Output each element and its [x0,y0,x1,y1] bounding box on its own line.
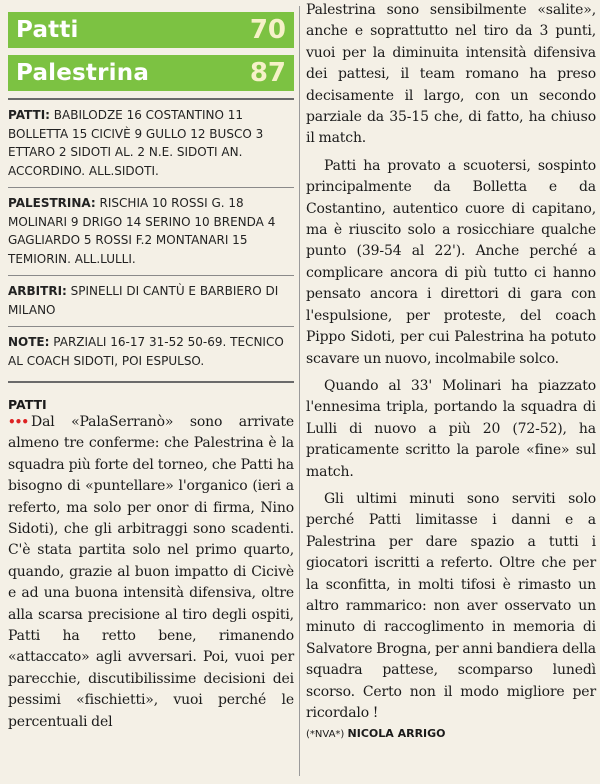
paragraph-text: Dal «PalaSerranò» sono arrivate almeno tre conferme: che Palestrina è la squadra più forte del torneo, che Patti ha bisogno di «puntellare» l'organico (ieri a referto, ma solo per onor di firma, Nino Sidoti), che gli arbitraggi sono scadenti. C'è stata partita solo nel primo quarto, quando, grazie al buon impatto di Cicivè e ad una buona intensità difensiva, oltre alla scarsa precisione al tiro degli ospiti, Patti ha retto bene, rimanendo «attaccato» agli avversari. Poi, vuoi per parecchie, discutibilissime decisioni dei pessimi «fischietti», vuoi perché le percentuali del [8,414,294,730]
box-note [8,326,294,377]
byline-prefix: (*NVA*) [306,729,345,741]
box-text: BABILODZE 16 COSTANTINO 11 BOLLETTA 15 CICIVÈ 9 GULLO 12 BUSCO 3 ETTARO 2 SIDOTI AL. 2 N.E. SIDOTI AN. ACCORDINO. ALL.SIDOTI. [8,108,264,178]
bullet-dots: ••• [8,415,29,429]
article-paragraph: Palestrina sono sensibilmente «salite», anche e soprattutto nel tiro da 3 punti, vuoi per la diminuita intensità difensiva dei pattesi, il team romano ha preso decisamente il largo, con un secondo parziale da 35-15 che, di fatto, ha chiuso il match. [306,2,596,147]
team-name: Patti [16,17,79,43]
article-body-right [306,0,596,724]
box-text: SPINELLI DI CANTÙ E BARBIERO DI MILANO [8,284,279,317]
team-score: 70 [249,15,286,45]
team-name: Palestrina [16,60,150,86]
box-label: ARBITRI: [8,284,67,298]
left-column [8,12,294,733]
box-text: RISCHIA 10 ROSSI G. 18 MOLINARI 9 DRIGO 14 SERINO 10 BRENDA 4 GAGLIARDO 5 ROSSI F.2 MONTANARI 15 TEMIORIN. ALL.LULLI. [8,196,276,266]
article-paragraph: Quando al 33' Molinari ha piazzato l'ennesima tripla, portando la squadra di Lulli di nuovo a più 20 (72-52), ha praticamente scritto la parole «fine» sul match. [306,377,596,480]
article-body-left [8,412,294,733]
article-paragraph: Patti ha provato a scuotersi, sospinto principalmente da Bolletta e da Costantino, autentico cuore di capitano, ma è riuscito solo a rosicchiare qualche punto (39-54 al 22'). Anche perché a complicare ancora di più tutto ci hanno pensato ancora i direttori di gara con l'espulsione, per proteste, del coach Pippo Sidoti, per cui Palestrina ha potuto scavare un nuovo, incolmabile solco. [306,157,596,367]
byline-name: NICOLA ARRIGO [347,727,446,741]
box-label: PATTI: [8,108,50,122]
box-arbitri [8,275,294,326]
box-label: PALESTRINA: [8,196,96,210]
box-text: PARZIALI 16-17 31-52 50-69. TECNICO AL COACH SIDOTI, POI ESPULSO. [8,335,284,368]
article-paragraph: Gli ultimi minuti sono serviti solo perché Patti limitasse i danni e a Palestrina per dare spazio a tutti i giocatori iscritti a referto. Oltre che per la sconfitta, in molti tifosi è rimasto un altro rammarico: non aver osservato un minuto di raccoglimento in memoria di Salvatore Brogna, per anni bandiera della squadra pattese, scomparso lunedì scorso. Certo non il modo migliore per ricordalo ! [306,490,596,721]
column-divider [299,6,300,776]
article-kicker: PATTI [8,381,294,412]
box-patti [8,98,294,187]
article-paragraph [8,412,294,733]
box-palestrina [8,187,294,275]
score-bar-palestrina [8,55,294,91]
box-label: NOTE: [8,335,50,349]
right-column [306,0,596,740]
team-score: 87 [249,58,286,88]
score-bar-patti [8,12,294,48]
byline [306,727,596,740]
